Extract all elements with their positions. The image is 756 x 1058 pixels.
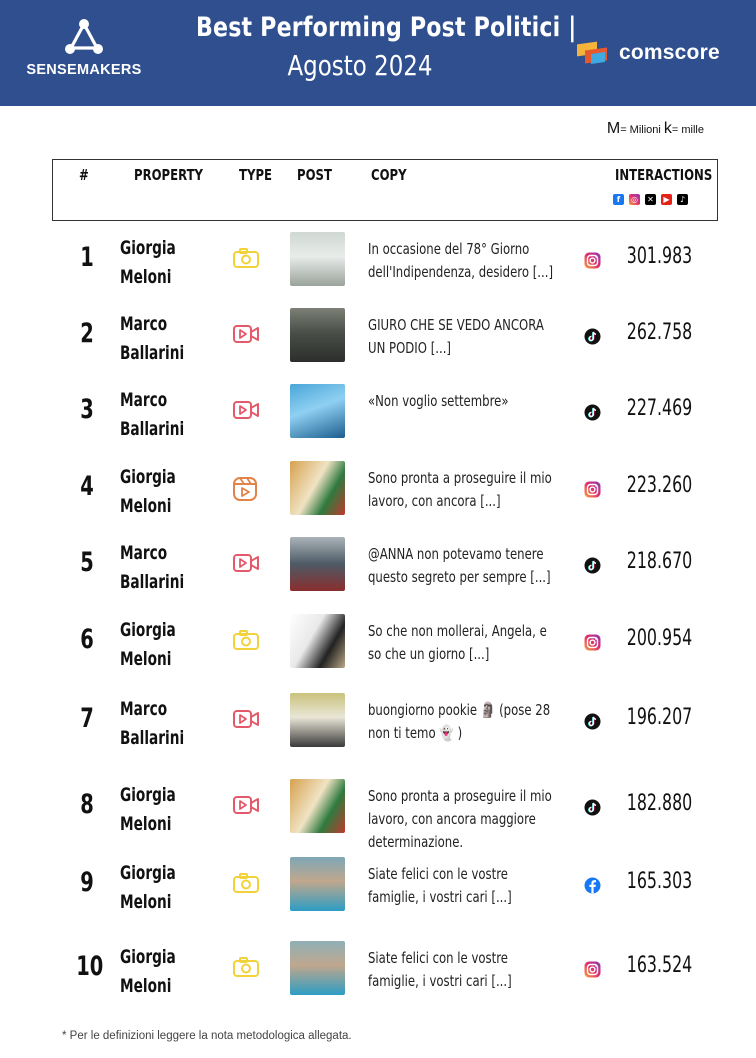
interactions-value: 262.758 bbox=[626, 320, 693, 345]
sensemakers-logo bbox=[14, 18, 154, 88]
video-type-icon bbox=[232, 794, 262, 818]
table-row bbox=[52, 683, 718, 753]
interactions-value: 227.469 bbox=[626, 396, 693, 421]
property-first-name: Marco bbox=[120, 542, 168, 564]
interactions-value: 165.303 bbox=[626, 869, 693, 894]
row-property bbox=[120, 695, 184, 753]
instagram-icon: ◎ bbox=[629, 194, 640, 205]
property-last-name: Meloni bbox=[120, 648, 172, 670]
row-property bbox=[120, 781, 176, 839]
post-thumbnail[interactable] bbox=[290, 693, 345, 747]
comscore-wordmark: comscore bbox=[619, 41, 720, 64]
post-copy: buongiorno pookie 🗿 (pose 28 non ti temo 👻 ) bbox=[368, 701, 551, 742]
legend-k-text: = mille bbox=[671, 124, 704, 136]
row-property bbox=[120, 463, 176, 521]
property-first-name: Giorgia bbox=[120, 237, 176, 259]
post-thumbnail[interactable] bbox=[290, 537, 345, 591]
instagram-icon bbox=[584, 634, 601, 651]
table-row bbox=[52, 847, 718, 917]
post-copy: Siate felici con le vostre famiglie, i vostri cari [...] bbox=[368, 949, 512, 990]
post-copy: So che non mollerai, Angela, e so che un giorno [...] bbox=[368, 622, 547, 663]
sensemakers-wordmark: SENSEMAKERS bbox=[26, 62, 142, 78]
property-last-name: Meloni bbox=[120, 813, 172, 835]
tiktok-icon bbox=[584, 404, 601, 421]
legend-m-letter: M bbox=[606, 120, 621, 137]
row-property bbox=[120, 616, 176, 674]
post-thumbnail[interactable] bbox=[290, 232, 345, 286]
interactions-value: 196.207 bbox=[626, 705, 693, 730]
header-type: TYPE bbox=[239, 166, 273, 184]
tiktok-icon bbox=[584, 328, 601, 345]
header-copy: COPY bbox=[371, 166, 407, 184]
interactions-value: 218.670 bbox=[626, 549, 693, 574]
row-rank: 6 bbox=[80, 624, 94, 655]
footnote: * Per le definizioni leggere la nota metodologica allegata. bbox=[62, 1030, 352, 1042]
property-last-name: Meloni bbox=[120, 266, 172, 288]
row-property bbox=[120, 310, 184, 368]
post-copy: Sono pronta a proseguire il mio lavoro, con ancora maggiore determinazione. bbox=[368, 787, 552, 851]
photo-type-icon bbox=[232, 872, 262, 896]
interactions-value: 182.880 bbox=[626, 791, 693, 816]
table-row bbox=[52, 604, 718, 674]
comscore-logo-icon bbox=[577, 41, 609, 65]
post-thumbnail[interactable] bbox=[290, 779, 345, 833]
interactions-value: 200.954 bbox=[626, 626, 693, 651]
photo-type-icon bbox=[232, 629, 262, 653]
table-header bbox=[52, 159, 718, 221]
video-type-icon bbox=[232, 708, 262, 732]
title-line-1: Best Performing Post Politici | bbox=[196, 12, 577, 43]
tiktok-icon bbox=[584, 799, 601, 816]
row-property bbox=[120, 943, 176, 1001]
property-last-name: Ballarini bbox=[120, 571, 185, 593]
row-property bbox=[120, 386, 184, 444]
row-property bbox=[120, 234, 176, 292]
property-first-name: Giorgia bbox=[120, 466, 176, 488]
legend-m-text: = Milioni bbox=[620, 124, 661, 136]
property-last-name: Ballarini bbox=[120, 342, 185, 364]
post-thumbnail[interactable] bbox=[290, 308, 345, 362]
platform-icons bbox=[613, 194, 688, 205]
post-copy: Siate felici con le vostre famiglie, i vostri cari [...] bbox=[368, 865, 512, 906]
property-last-name: Meloni bbox=[120, 975, 172, 997]
reel-type-icon bbox=[232, 476, 262, 500]
table-row bbox=[52, 931, 718, 1001]
video-type-icon bbox=[232, 552, 262, 576]
table-row bbox=[52, 527, 718, 597]
header-post: POST bbox=[297, 166, 332, 184]
x-icon: ✕ bbox=[645, 194, 656, 205]
property-first-name: Giorgia bbox=[120, 862, 176, 884]
row-property bbox=[120, 539, 184, 597]
interactions-value: 301.983 bbox=[626, 244, 693, 269]
property-last-name: Ballarini bbox=[120, 418, 185, 440]
instagram-icon bbox=[584, 961, 601, 978]
video-type-icon bbox=[232, 399, 262, 423]
title-line-2: Agosto 2024 bbox=[287, 49, 433, 82]
legend-k-letter: k bbox=[663, 120, 672, 137]
facebook-icon: f bbox=[613, 194, 624, 205]
sensemakers-logo-icon bbox=[62, 18, 106, 58]
header-banner bbox=[0, 0, 756, 106]
post-copy: GIURO CHE SE VEDO ANCORA UN PODIO [...] bbox=[368, 316, 544, 357]
post-copy: Sono pronta a proseguire il mio lavoro, con ancora [...] bbox=[368, 469, 552, 510]
page-title bbox=[160, 12, 577, 82]
row-rank: 3 bbox=[80, 394, 94, 425]
post-copy: In occasione del 78° Giorno dell'Indipendenza, desidero [...] bbox=[368, 240, 554, 281]
property-first-name: Marco bbox=[120, 698, 168, 720]
row-rank: 1 bbox=[80, 242, 94, 273]
interactions-value: 163.524 bbox=[626, 953, 693, 978]
property-first-name: Giorgia bbox=[120, 619, 176, 641]
row-property bbox=[120, 859, 176, 917]
post-thumbnail[interactable] bbox=[290, 941, 345, 995]
row-rank: 2 bbox=[80, 318, 94, 349]
property-last-name: Meloni bbox=[120, 495, 172, 517]
table-row bbox=[52, 222, 718, 292]
instagram-icon bbox=[584, 252, 601, 269]
post-copy: «Non voglio settembre» bbox=[368, 392, 509, 410]
table-row bbox=[52, 374, 718, 444]
post-thumbnail[interactable] bbox=[290, 461, 345, 515]
instagram-icon bbox=[584, 481, 601, 498]
interactions-value: 223.260 bbox=[626, 473, 693, 498]
row-rank: 4 bbox=[80, 471, 94, 502]
header-interactions: INTERACTIONS bbox=[615, 166, 713, 184]
property-first-name: Marco bbox=[120, 313, 168, 335]
units-legend bbox=[607, 120, 704, 138]
post-copy: @ANNA non potevamo tenere questo segreto per sempre [...] bbox=[368, 545, 551, 586]
property-first-name: Giorgia bbox=[120, 784, 176, 806]
row-rank: 8 bbox=[80, 789, 94, 820]
comscore-logo bbox=[577, 38, 720, 68]
post-thumbnail[interactable] bbox=[290, 614, 345, 668]
row-rank: 10 bbox=[76, 951, 104, 982]
youtube-icon: ▶ bbox=[661, 194, 672, 205]
video-type-icon bbox=[232, 323, 262, 347]
tiktok-icon bbox=[584, 713, 601, 730]
header-rank: # bbox=[79, 166, 89, 184]
property-last-name: Meloni bbox=[120, 891, 172, 913]
property-first-name: Giorgia bbox=[120, 946, 176, 968]
facebook-icon bbox=[584, 877, 601, 894]
table-row bbox=[52, 298, 718, 368]
photo-type-icon bbox=[232, 956, 262, 980]
row-rank: 7 bbox=[80, 703, 94, 734]
property-last-name: Ballarini bbox=[120, 727, 185, 749]
post-thumbnail[interactable] bbox=[290, 384, 345, 438]
row-rank: 9 bbox=[80, 867, 94, 898]
table-row bbox=[52, 451, 718, 521]
row-rank: 5 bbox=[80, 547, 94, 578]
property-first-name: Marco bbox=[120, 389, 168, 411]
tiktok-icon: ♪ bbox=[677, 194, 688, 205]
tiktok-icon bbox=[584, 557, 601, 574]
table-row bbox=[52, 769, 718, 851]
header-property: PROPERTY bbox=[134, 166, 204, 184]
post-thumbnail[interactable] bbox=[290, 857, 345, 911]
photo-type-icon bbox=[232, 247, 262, 271]
